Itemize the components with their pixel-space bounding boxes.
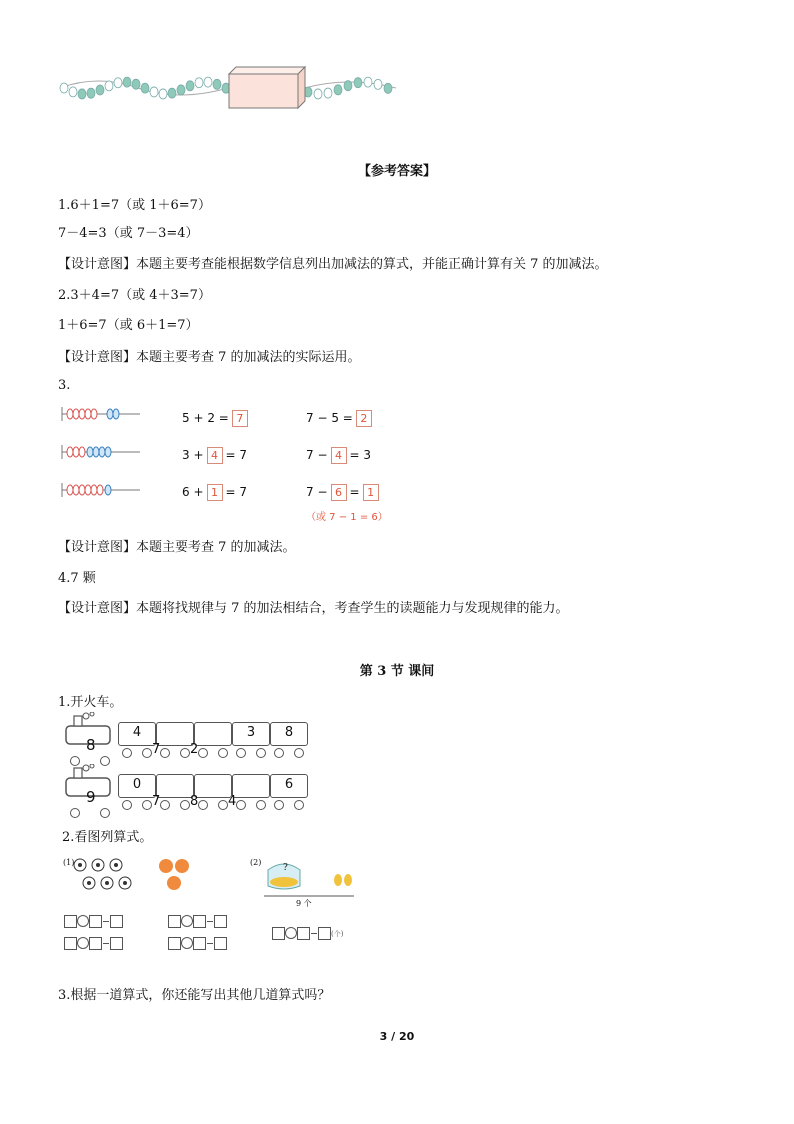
train-car: [156, 774, 194, 798]
wheel: [142, 800, 152, 810]
blank-box[interactable]: [214, 937, 227, 950]
coupling-number: 7: [152, 794, 161, 809]
wheel: [198, 748, 208, 758]
exercise-2-title: 2.看图列算式。: [62, 830, 153, 845]
car-number: 4: [132, 725, 142, 740]
abacus-figures: [60, 402, 144, 502]
answer-4-intent: 【设计意图】本题将找规律与 7 的加法相结合，考查学生的读题能力与发现规律的能力。: [58, 601, 569, 616]
wheel: [160, 748, 170, 758]
coupling-number: 7: [152, 742, 161, 757]
blank-box[interactable]: [168, 915, 181, 928]
abacus-bead-blue: [105, 485, 111, 495]
exercise-3-title: 3.根据一道算式，你还能写出其他几道算式吗？: [58, 988, 331, 1003]
blank-circle[interactable]: [77, 915, 89, 927]
blank-box[interactable]: [214, 915, 227, 928]
blank-equation: [272, 926, 343, 940]
train-car: [118, 722, 156, 746]
wheel: [218, 748, 228, 758]
abacus-bead-blue: [105, 447, 111, 457]
equation-right: [306, 447, 371, 464]
equation-right: [306, 484, 382, 501]
blank-circle[interactable]: [285, 927, 297, 939]
abacus-bead-red: [73, 409, 79, 419]
train-car: [156, 722, 194, 746]
eq-text: 7 −: [306, 448, 328, 462]
train-car: [270, 722, 308, 746]
bead: [384, 83, 392, 93]
blank-equation: [64, 914, 123, 928]
bead: [186, 81, 194, 91]
engine-number: 8: [86, 736, 96, 754]
blank-box[interactable]: [89, 915, 102, 928]
bead: [69, 87, 77, 97]
abacus-bead-red: [97, 485, 103, 495]
answer-2-intent: 【设计意图】本题主要考查 7 的加减法的实际运用。: [58, 350, 361, 365]
soccer-balls-icon: [72, 856, 132, 896]
train-car: [118, 774, 156, 798]
eq-text: = 3: [349, 448, 372, 462]
blank-circle[interactable]: [181, 915, 193, 927]
blank-box[interactable]: [64, 937, 77, 950]
wheel: [198, 800, 208, 810]
abacus-bead-red: [91, 485, 97, 495]
train-car: [270, 774, 308, 798]
answer-3-intent: 【设计意图】本题主要考查 7 的加减法。: [58, 540, 296, 555]
train-car: [232, 774, 270, 798]
car-number: 6: [284, 777, 294, 792]
bead: [334, 85, 342, 95]
blank-equation: [64, 936, 123, 950]
bead: [78, 89, 86, 99]
answer-box: 7: [232, 410, 248, 427]
coupling-number: 8: [190, 794, 199, 809]
answer-4-line: 4.7 颗: [58, 571, 96, 586]
engine-number: 9: [86, 788, 96, 806]
blank-box[interactable]: [272, 927, 285, 940]
bead: [344, 81, 352, 91]
wheel: [236, 800, 246, 810]
car-number: 3: [246, 725, 256, 740]
bead: [114, 78, 122, 88]
train-car: [232, 722, 270, 746]
coupling-number: 2: [190, 742, 199, 757]
section-title: 第 3 节 课间: [359, 664, 435, 679]
abacus-bead-blue: [87, 447, 93, 457]
blank-box[interactable]: [110, 915, 123, 928]
wheel: [160, 800, 170, 810]
bead: [204, 77, 212, 87]
answer-box: 1: [363, 484, 379, 501]
abacus-bead-red: [79, 447, 85, 457]
wheel: [218, 800, 228, 810]
unknown-quantity-mark: ?: [283, 863, 288, 873]
abacus-bead-blue: [99, 447, 105, 457]
bead: [141, 83, 149, 93]
answer-1-line-2: 7－4=3（或 7－3=4）: [58, 226, 199, 241]
abacus-bead-blue: [107, 409, 113, 419]
cube-figure: [229, 67, 305, 108]
answer-3-label: 3.: [58, 378, 71, 393]
blank-box[interactable]: [64, 915, 77, 928]
bead: [87, 88, 95, 98]
bead: [168, 88, 176, 98]
wheel: [180, 800, 190, 810]
wheel: [180, 748, 190, 758]
eq-text: 6 +: [182, 485, 204, 499]
wheel: [294, 800, 304, 810]
answers-heading: 【参考答案】: [357, 164, 436, 179]
bead: [150, 87, 158, 97]
eq-text: = 7: [225, 448, 248, 462]
coupling-number: 4: [228, 794, 237, 809]
abacus-bead-red: [79, 409, 85, 419]
blank-box[interactable]: [193, 937, 206, 950]
wheel: [274, 800, 284, 810]
total-label: 9 个: [296, 899, 312, 908]
blank-circle[interactable]: [77, 937, 89, 949]
abacus-bead-blue: [113, 409, 119, 419]
answer-3-alt-note: （或 7 − 1 = 6）: [306, 512, 388, 523]
answer-1-line-1: 1.6＋1=7（或 1＋6=7）: [58, 198, 211, 213]
blank-box[interactable]: [318, 927, 331, 940]
equation-left: [182, 484, 247, 501]
eq-text: 3 +: [182, 448, 204, 462]
car-number: 8: [284, 725, 294, 740]
bead: [324, 88, 332, 98]
abacus-bead-red: [73, 485, 79, 495]
bead: [195, 78, 203, 88]
blank-equation: [168, 914, 227, 928]
abacus-bead-red: [73, 447, 79, 457]
wheel: [70, 808, 80, 818]
abacus-bead-red: [67, 447, 73, 457]
train-diagram: [60, 716, 310, 816]
bead-string-illustration: [58, 66, 398, 110]
exercise-1-title: 1.开火车。: [58, 695, 123, 710]
answer-2-line-1: 2.3＋4=7（或 4＋3=7）: [58, 288, 211, 303]
oranges-icon: [157, 856, 193, 894]
equation-left: [182, 447, 247, 464]
bead: [364, 77, 372, 87]
bead: [177, 85, 185, 95]
train-car: [194, 774, 232, 798]
abacus-bead-red: [79, 485, 85, 495]
answer-box: 1: [207, 484, 223, 501]
wheel: [274, 748, 284, 758]
blank-circle[interactable]: [181, 937, 193, 949]
answer-box: 4: [331, 447, 347, 464]
bead: [123, 77, 131, 87]
abacus-bead-red: [67, 485, 73, 495]
wheel: [256, 748, 266, 758]
train-car: [194, 722, 232, 746]
bead: [105, 81, 113, 91]
wheel: [294, 748, 304, 758]
wheel: [142, 748, 152, 758]
unit-label: (个): [331, 930, 344, 938]
eq-text: 5 + 2 =: [182, 411, 229, 425]
abacus-bead-red: [91, 409, 97, 419]
blank-box[interactable]: [110, 937, 123, 950]
eq-text: 7 −: [306, 485, 328, 499]
blank-box[interactable]: [193, 915, 206, 928]
wheel: [236, 748, 246, 758]
bead: [159, 89, 167, 99]
blank-box[interactable]: [89, 937, 102, 950]
wheel: [100, 808, 110, 818]
bead: [60, 83, 68, 93]
wheel: [256, 800, 266, 810]
answer-2-line-2: 1＋6=7（或 6＋1=7）: [58, 318, 199, 333]
exercise-2-picture: [60, 852, 370, 960]
bead: [314, 89, 322, 99]
blank-equation: [168, 936, 227, 950]
abacus-bead-red: [85, 409, 91, 419]
abacus-bead-red: [85, 485, 91, 495]
wheel: [122, 748, 132, 758]
part-1-label: (1): [63, 858, 75, 867]
wheel: [122, 800, 132, 810]
bead: [213, 79, 221, 89]
answer-1-intent: 【设计意图】本题主要考查能根据数学信息列出加减法的算式，并能正确计算有关 7 的加减法。: [58, 257, 608, 272]
bead: [96, 85, 104, 95]
bead: [132, 79, 140, 89]
part-2-label: (2): [250, 858, 262, 867]
equation-left: [182, 410, 251, 427]
eq-text: 7 − 5 =: [306, 411, 353, 425]
answer-box: 4: [207, 447, 223, 464]
bead: [374, 79, 382, 89]
abacus-bead-red: [67, 409, 73, 419]
page-number: 3 / 20: [379, 1030, 415, 1043]
eq-text: = 7: [225, 485, 248, 499]
answer-box: 6: [331, 484, 347, 501]
eq-text: =: [349, 485, 360, 499]
answer-box: 2: [356, 410, 372, 427]
blank-box[interactable]: [297, 927, 310, 940]
equation-right: [306, 410, 375, 427]
car-number: 0: [132, 777, 142, 792]
blank-box[interactable]: [168, 937, 181, 950]
abacus-bead-blue: [93, 447, 99, 457]
bead: [354, 78, 362, 88]
